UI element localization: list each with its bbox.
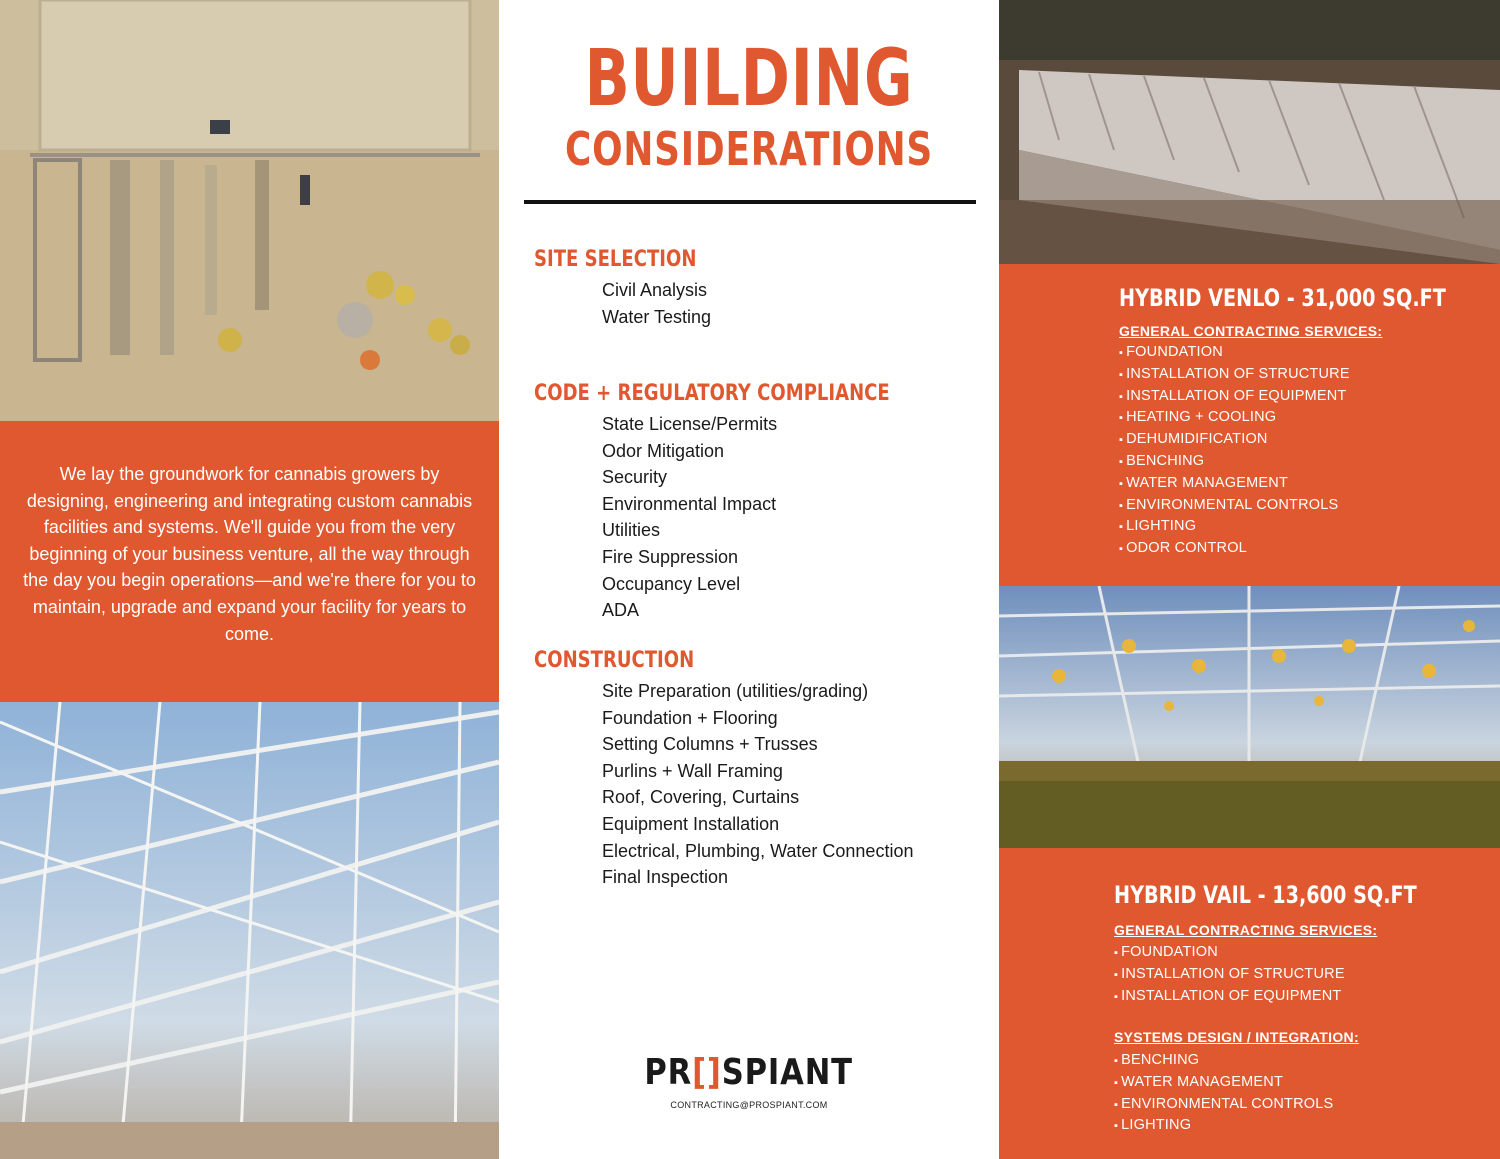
list-item: ▪ ODOR CONTROL xyxy=(1119,538,1350,560)
greenhouse-frame-photo xyxy=(0,702,499,1159)
list-item: ▪ INSTALLATION OF EQUIPMENT xyxy=(1119,386,1350,408)
aerial-construction-photo xyxy=(0,0,499,421)
vail-greenhouse-interior-photo xyxy=(999,586,1500,848)
list-item: ▪ WATER MANAGEMENT xyxy=(1119,473,1350,495)
list-item: Utilities xyxy=(602,520,661,541)
list-item: ▪ LIGHTING xyxy=(1114,1115,1333,1137)
list-item: Setting Columns + Trusses xyxy=(602,734,818,755)
venlo-title: HYBRID VENLO - 31,000 SQ.FT xyxy=(1119,284,1446,312)
list-item: ▪ HEATING + COOLING xyxy=(1119,407,1350,429)
list-item: ▪ INSTALLATION OF EQUIPMENT xyxy=(1114,986,1345,1008)
contact-email: CONTRACTING@PROSPIANT.COM xyxy=(670,1100,828,1110)
list-item: Electrical, Plumbing, Water Connection xyxy=(602,840,914,861)
list-item: ▪ ENVIRONMENTAL CONTROLS xyxy=(1119,495,1350,517)
vail-systems-list xyxy=(1114,1050,1333,1137)
right-panel xyxy=(999,0,1500,1159)
logo-part1: PR xyxy=(644,1052,693,1093)
list-item: Occupancy Level xyxy=(602,573,741,594)
compliance-list xyxy=(602,411,777,624)
list-item: Final Inspection xyxy=(602,867,729,888)
list-item: Equipment Installation xyxy=(602,813,780,834)
list-item: Roof, Covering, Curtains xyxy=(602,787,800,808)
center-panel xyxy=(499,0,999,1159)
construction-list xyxy=(602,678,913,891)
vail-contracting-list xyxy=(1114,942,1345,1007)
section-heading-site-selection: SITE SELECTION xyxy=(534,247,697,272)
left-panel xyxy=(0,0,499,1159)
section-heading-compliance: CODE + REGULATORY COMPLIANCE xyxy=(534,381,890,406)
list-item: ▪ LIGHTING xyxy=(1119,516,1350,538)
page-title-line2: CONSIDERATIONS xyxy=(564,122,934,176)
venlo-greenhouse-photo xyxy=(999,0,1500,264)
vail-subheading-systems: SYSTEMS DESIGN / INTEGRATION: xyxy=(1114,1029,1359,1045)
list-item: ▪ INSTALLATION OF STRUCTURE xyxy=(1119,364,1350,386)
logo-wordmark xyxy=(645,1052,853,1093)
logo-part2: SPIANT xyxy=(722,1052,854,1093)
list-item: State License/Permits xyxy=(602,414,778,434)
vail-block xyxy=(999,848,1500,1159)
list-item: Environmental Impact xyxy=(602,493,777,514)
list-item: ▪ ENVIRONMENTAL CONTROLS xyxy=(1114,1094,1333,1116)
list-item: Foundation + Flooring xyxy=(602,707,778,728)
section-heading-construction: CONSTRUCTION xyxy=(534,648,695,673)
list-item: ▪ BENCHING xyxy=(1119,451,1350,473)
title-divider xyxy=(524,200,976,204)
list-item: Site Preparation (utilities/grading) xyxy=(602,681,869,701)
list-item: ▪ FOUNDATION xyxy=(1114,942,1345,964)
list-item: ▪ DEHUMIDIFICATION xyxy=(1119,429,1350,451)
list-item: ▪ INSTALLATION OF STRUCTURE xyxy=(1114,964,1345,986)
list-item: ADA xyxy=(602,600,640,621)
company-logo xyxy=(499,1052,999,1093)
venlo-block xyxy=(999,264,1500,586)
list-item: ▪ FOUNDATION xyxy=(1119,342,1350,364)
list-item: ▪ BENCHING xyxy=(1114,1050,1333,1072)
list-item: ▪ WATER MANAGEMENT xyxy=(1114,1072,1333,1094)
list-item: Odor Mitigation xyxy=(602,440,725,461)
venlo-services-list xyxy=(1119,342,1350,560)
intro-block xyxy=(0,421,499,702)
list-item: Purlins + Wall Framing xyxy=(602,760,783,781)
list-item: Security xyxy=(602,467,668,488)
venlo-subheading: GENERAL CONTRACTING SERVICES: xyxy=(1119,323,1383,339)
list-item: Water Testing xyxy=(602,306,712,327)
list-item: Civil Analysis xyxy=(602,280,708,300)
logo-bracket-mark: [] xyxy=(692,1052,723,1093)
vail-subheading-contracting: GENERAL CONTRACTING SERVICES: xyxy=(1114,922,1378,938)
site-selection-list xyxy=(602,277,711,330)
page-title-line1: BUILDING xyxy=(584,34,914,124)
vail-title: HYBRID VAIL - 13,600 SQ.FT xyxy=(1114,881,1417,909)
intro-text: We lay the groundwork for cannabis growers by designing, engineering and integrating custom cannabis facilities and systems. We'll guide you from the very beginning of your business venture, all the way through the day you begin operations—and we're there for you to maintain, upgrade and expand your facility for years to come. xyxy=(23,464,476,644)
list-item: Fire Suppression xyxy=(602,546,739,567)
